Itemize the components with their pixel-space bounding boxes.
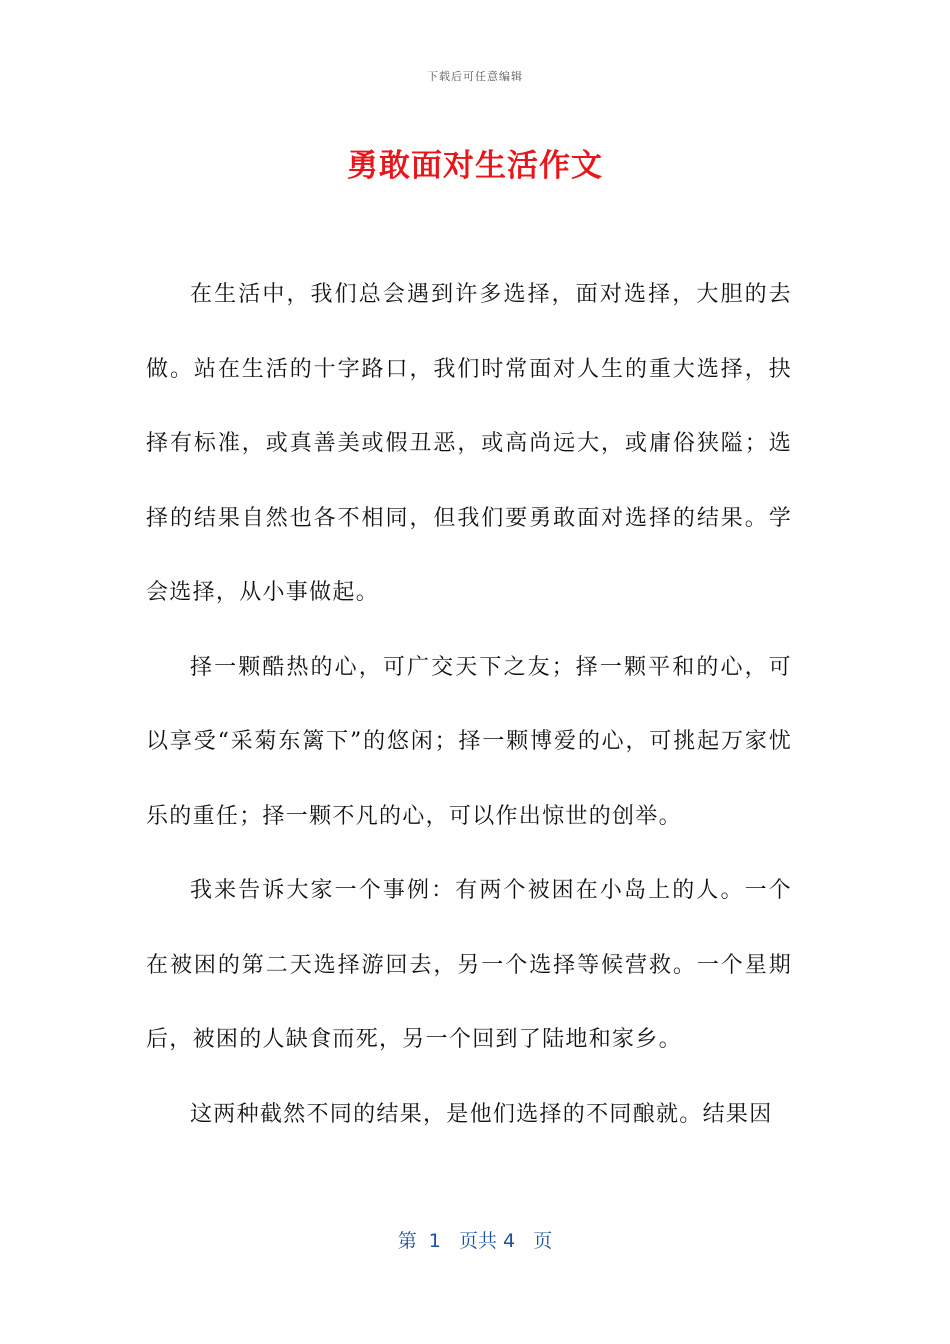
document-title: 勇敢面对生活作文 [347, 148, 603, 184]
paragraph: 我来告诉大家一个事例：有两个被困在小岛上的人。一个在被困的第二天选择游回去，另一个选择等候营救。一个星期后，被困的人缺食而死，另一个回到了陆地和家乡。 [146, 878, 792, 1052]
paragraph: 择一颗酷热的心，可广交天下之友；择一颗平和的心，可以享受“采菊东篱下”的悠闲；择一颗博爱的心，可挑起万家忧乐的重任；择一颗不凡的心，可以作出惊世的创举。 [146, 654, 792, 829]
paragraph: 这两种截然不同的结果，是他们选择的不同酿就。结果因 [190, 1101, 773, 1127]
page-number-footer: 第 1 页共 4 页 [397, 1230, 553, 1252]
paragraph: 在生活中，我们总会遇到许多选择，面对选择，大胆的去做。站在生活的十字路口，我们时常面对人生的重大选择，抉择有标准，或真善美或假丑恶，或高尚远大，或庸俗狭隘；选择的结果自然也各不相同，但我们要勇敢面对选择的结果。学会选择，从小事做起。 [146, 282, 792, 605]
document-body [146, 258, 792, 1152]
header-note: 下载后可任意编辑 [427, 70, 523, 83]
